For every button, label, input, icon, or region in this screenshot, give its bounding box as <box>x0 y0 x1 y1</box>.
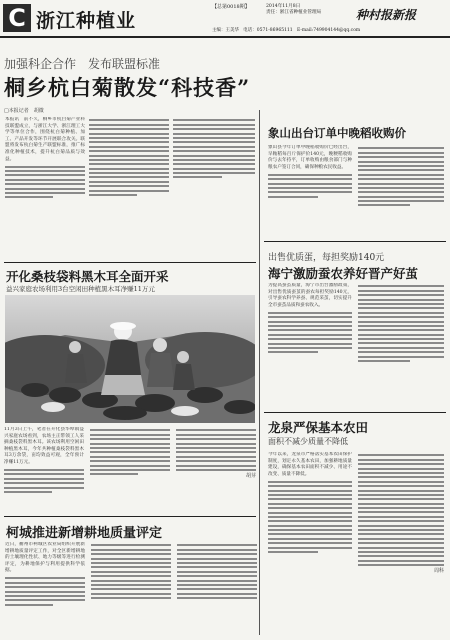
masthead-rule <box>0 36 450 38</box>
editor: 主编：王美华 <box>212 28 239 33</box>
photo-body-text: 11月3日上午，笔者在开化县华埠镇益兴家庭农场看到，农场主正带领工人采摘桑枝袋料黑木耳。该农场利用空闲田种植黑木耳，今年共种植桑枝袋料黑木耳3万余袋，亩均效益可观，全年预计净赚11万元。 <box>4 427 84 465</box>
right3-headline: 龙泉严保基本农田 <box>268 420 369 435</box>
bottom-col-1 <box>5 542 85 608</box>
lead-body-text: 本报讯 前不久，桐乡市杭白菊产业科技联盟成立，与浙江大学、浙江理工大学等单位合作，围绕杭白菊种植、加工、产品开发等环节开展联合攻关。联盟将发布杭白菊生产联盟标准，推广标准化种植技术，提升杭白菊品质与效益。 <box>5 117 85 162</box>
divider <box>264 412 446 413</box>
right2-column-1 <box>268 283 352 408</box>
masthead-meta <box>212 27 446 33</box>
photo-credit: 胡芽 <box>245 473 256 480</box>
right1-column-2 <box>358 145 444 237</box>
paper-logo: 种村报新报 <box>356 8 417 22</box>
phone: 电话：0571-86965111 <box>243 28 293 33</box>
lead-byline: □本报记者 胡微 <box>4 108 44 114</box>
publisher-line: 责任：浙江省种植业管理局 <box>266 10 322 15</box>
right3-body-text: 今年以来，龙泉市严格落实基本农田保护制度，划定永久基本农田，加强耕地质量建设，确保基本农田面积不减少、用途不改变、质量不降低。 <box>268 452 352 477</box>
photo-caption-col-3 <box>176 427 256 495</box>
date-block <box>266 4 321 16</box>
right3-subhead: 面积不减少质量不降低 <box>268 437 348 446</box>
bottom-col-3 <box>177 542 257 608</box>
right2-body-text: 为提高蚕茧质量，海宁市出台激励政策，对出售优质蚕茧的蚕农每担奖励140元，引导蚕农科学养蚕、规范采茧，切实提升全市蚕茧品质和蚕农收入。 <box>268 283 352 308</box>
right2-column-2 <box>358 283 444 408</box>
date-line: 2014年11月8日 <box>266 4 301 9</box>
divider <box>4 262 256 263</box>
lead-column-1 <box>5 117 85 242</box>
issue-box: 【总第0018期】 <box>212 4 250 10</box>
bottom-col-2 <box>91 542 171 608</box>
right2-headline: 海宁激励蚕农养好晋产好茧 <box>268 266 419 281</box>
right1-headline: 象山出台订单中晚稻收购价 <box>268 126 406 140</box>
lead-headline: 桐乡杭白菊散发“科技香” <box>4 75 251 100</box>
mushroom-harvest-photo <box>5 295 255 423</box>
lead-column-3 <box>173 117 255 242</box>
right3-column-2 <box>358 452 444 634</box>
section-letter: C <box>3 4 31 32</box>
right1-column-1 <box>268 145 352 237</box>
photo-caption-col-1 <box>4 427 84 495</box>
column-divider <box>259 110 260 635</box>
bottom-headline: 柯城推进新增耕地质量评定 <box>6 526 163 541</box>
photo-caption-col-2 <box>90 427 170 495</box>
right2-kicker: 出售优质蛋，每担奖励140元 <box>268 253 385 263</box>
right3-column-1 <box>268 452 352 634</box>
bottom-body-text: 近日，衢州市柯城区农业局组织开展新增耕地质量评定工作，对全区新增耕地的土壤理化性状、地力等级等进行检测评定，为耕地保护与利用提供科学依据。 <box>5 542 85 574</box>
lead-column-2 <box>89 117 169 242</box>
email: E-mail:749904144@qq.com <box>296 28 361 33</box>
photo-caption <box>4 427 256 513</box>
divider <box>264 241 446 242</box>
right3-credit: 周科 <box>433 568 444 575</box>
photo-headline: 开化桑枝袋料黑木耳全面开采 <box>6 269 169 284</box>
photo-subhead: 益兴家庭农场利用3台空闲田种植黑木耳净赚11万元 <box>6 285 155 293</box>
photo-illustration <box>5 295 255 423</box>
lead-kicker: 加强科企合作 发布联盟标准 <box>4 57 161 71</box>
section-title: 浙江种植业 <box>36 10 137 32</box>
right1-body-text: 象山县今年订单中晚稻收购价已经出台，早籼稻每百斤保护价140元，晚粳稻收购价与去年持平，订单收购由粮食部门与种粮农户签订合同，确保种粮农民收益。 <box>268 145 352 170</box>
masthead <box>0 0 450 40</box>
divider <box>4 516 256 517</box>
bottom-body <box>5 542 257 636</box>
